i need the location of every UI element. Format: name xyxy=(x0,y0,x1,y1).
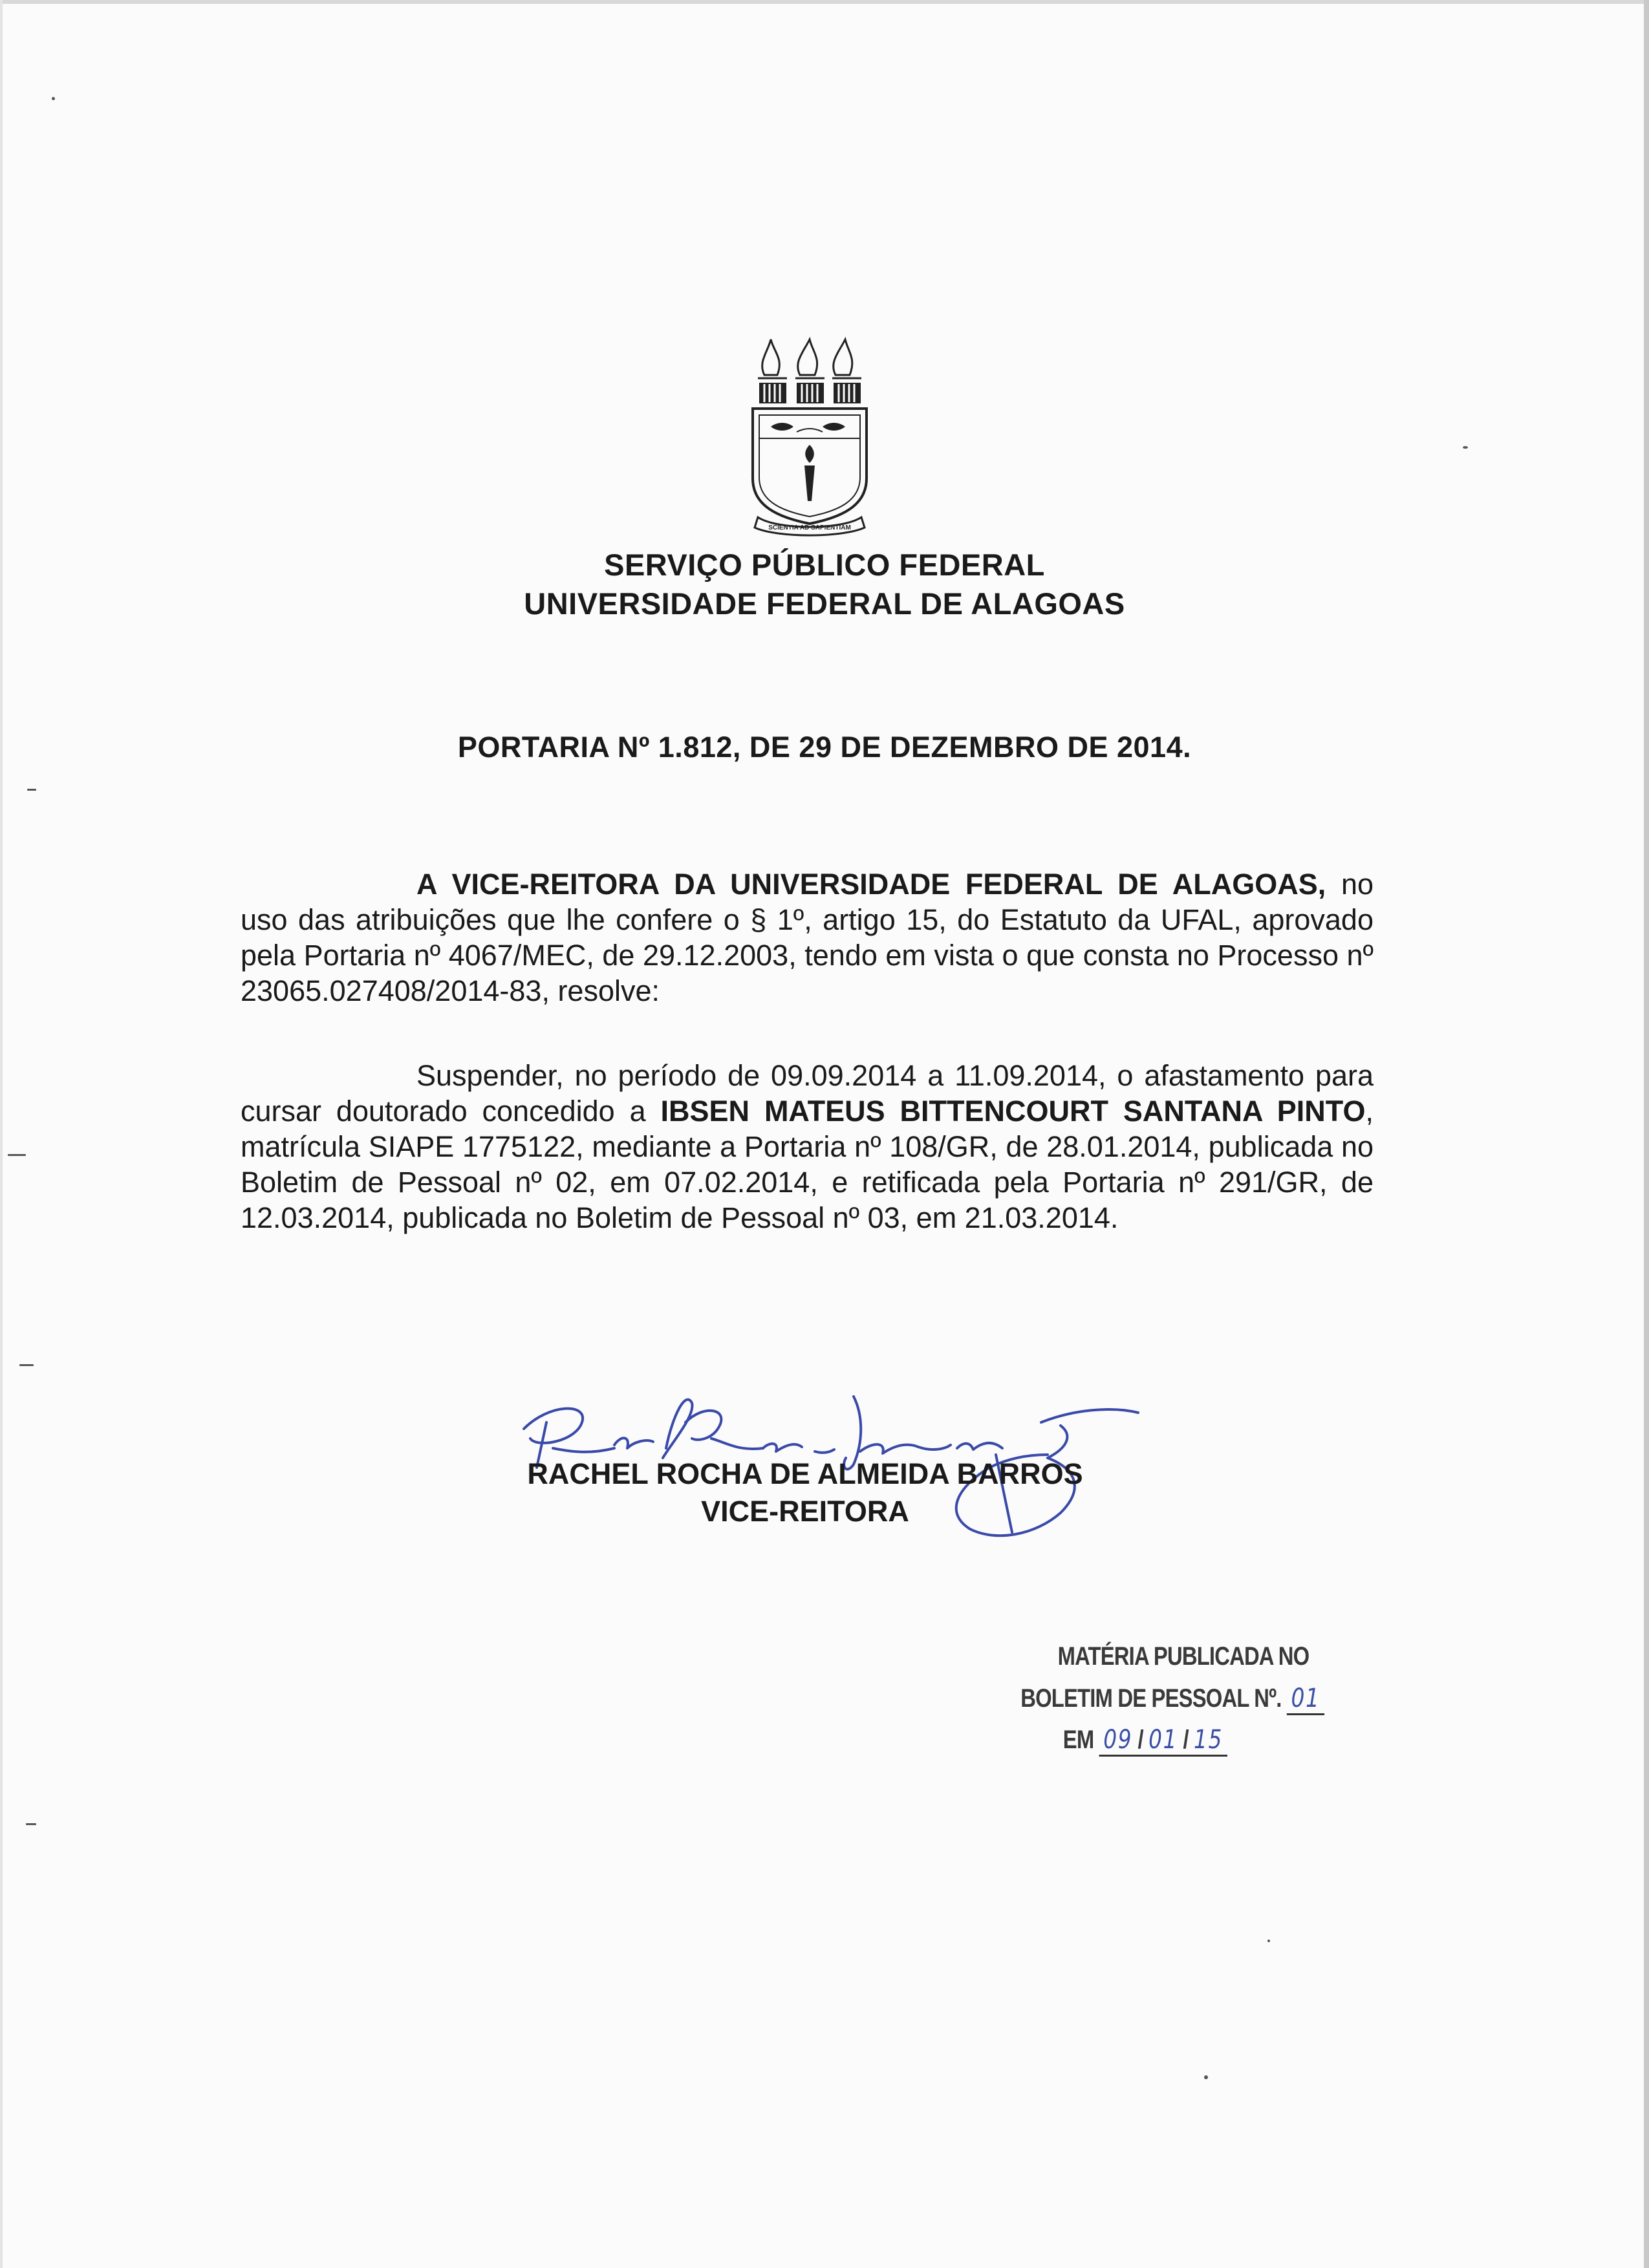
header-line-2: UNIVERSIDADE FEDERAL DE ALAGOAS xyxy=(524,586,1125,621)
signatory-name: RACHEL ROCHA DE ALMEIDA BARROS xyxy=(527,1457,1083,1490)
page-edge-top xyxy=(0,0,1649,4)
scan-speck xyxy=(8,1154,26,1156)
scan-speck xyxy=(27,789,36,791)
stamp-line-2 xyxy=(1020,1684,1324,1715)
scan-speck xyxy=(26,1823,36,1825)
paragraph-decision xyxy=(241,1058,1374,1236)
scan-speck xyxy=(1204,2075,1208,2079)
publication-stamp xyxy=(1015,1642,1320,1778)
paragraph-resolution xyxy=(241,866,1374,1009)
header-line-1: SERVIÇO PÚBLICO FEDERAL xyxy=(604,548,1045,582)
stamp-date-year: 15 xyxy=(1194,1725,1223,1755)
stamp-line-1: MATÉRIA PUBLICADA NO xyxy=(1057,1642,1310,1671)
page-edge-left xyxy=(0,0,3,2268)
person-name: IBSEN MATEUS BITTENCOURT SANTANA PINTO xyxy=(660,1095,1366,1128)
stamp-date-day: 09 xyxy=(1103,1725,1133,1755)
scan-speck xyxy=(52,97,55,100)
stamp-date-month: 01 xyxy=(1148,1725,1178,1755)
stamp-date-label: EM xyxy=(1062,1726,1094,1754)
scan-speck xyxy=(1463,446,1468,449)
stamp-bulletin-number xyxy=(1287,1684,1324,1715)
svg-text:SCIENTIA AD SAPIENTIAM: SCIENTIA AD SAPIENTIAM xyxy=(768,524,851,531)
scan-speck xyxy=(19,1364,34,1366)
paragraph-2-text-b: , matrícula SIAPE 1775122, mediante a Portaria nº 108/GR, de 28.01.2014, publicada no Boletim de Pessoal nº 02, em 07.02.2014, e retificada pela Portaria nº 291/GR, de 12.03.2014, publicada no Boletim de Pessoal nº 03, em 21.03.2014. xyxy=(241,1095,1374,1234)
scan-speck xyxy=(1267,1940,1270,1942)
stamp-bulletin-value: 01 xyxy=(1291,1684,1320,1713)
stamp-date: 09 / 01 / 15 xyxy=(1099,1725,1227,1757)
authority-heading: A VICE-REITORA DA UNIVERSIDADE FEDERAL DE ALAGOAS, xyxy=(416,868,1326,901)
stamp-bulletin-label: BOLETIM DE PESSOAL Nº. xyxy=(1020,1684,1282,1713)
paragraph-2-text-a: Suspender, no período de 09.09.2014 a 11.09.2014, o afastamento para cursar doutorado concedido a xyxy=(241,1059,1374,1128)
document-title: PORTARIA Nº 1.812, DE 29 DE DEZEMBRO DE 2014. xyxy=(457,731,1192,764)
page-edge-right xyxy=(1644,0,1649,2268)
stamp-line-3 xyxy=(1063,1725,1227,1757)
paragraph-1-text: no uso das atribuições que lhe confere o § 1º, artigo 15, do Estatuto da UFAL, aprovado pela Portaria nº 4067/MEC, de 29.12.2003, tendo em vista o que consta no Processo nº 23065.027408/2014-83, resolve: xyxy=(241,868,1374,1007)
ufal-logo xyxy=(745,336,874,537)
signatory-role: VICE-REITORA xyxy=(701,1495,909,1528)
